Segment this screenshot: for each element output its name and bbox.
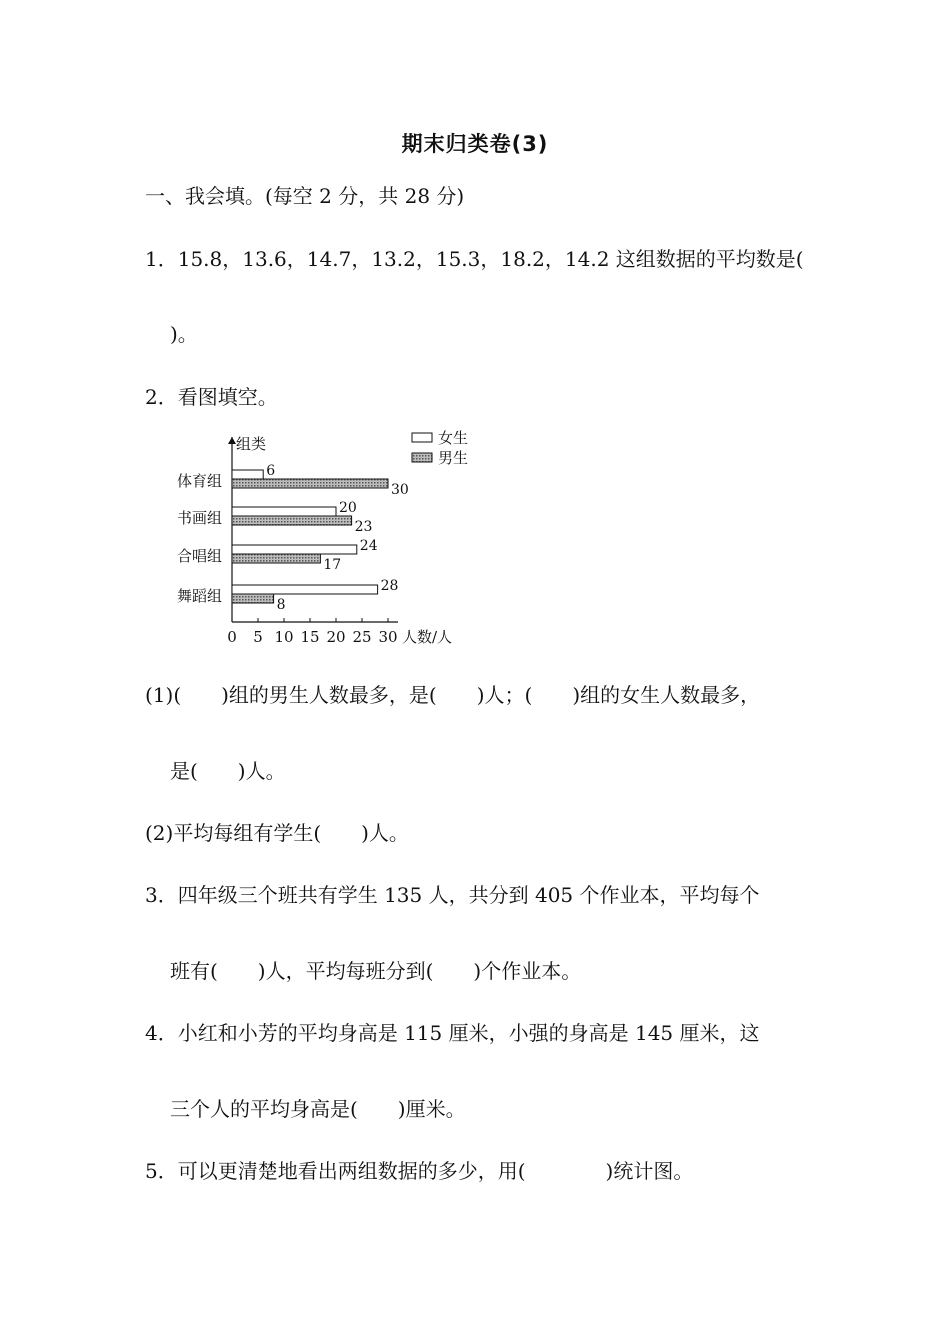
category-label: 体育组 bbox=[177, 472, 223, 490]
y-axis-arrow bbox=[228, 437, 236, 444]
section-heading: 一、我会填。(每空 2 分，共 28 分) bbox=[145, 184, 465, 208]
x-tick-label: 0 bbox=[227, 628, 237, 646]
bar-boys bbox=[232, 554, 320, 563]
question-4-line-1: 4．小红和小芳的平均身高是 115 厘米，小强的身高是 145 厘米，这 bbox=[145, 1021, 760, 1045]
bar-label-girls: 6 bbox=[266, 463, 276, 479]
bar-label-girls: 20 bbox=[339, 500, 357, 516]
question-1-line-1: 1．15.8，13.6，14.7，13.2，15.3，18.2，14.2 这组数据的平均数是( bbox=[145, 247, 804, 271]
bar-boys bbox=[232, 516, 352, 525]
bar-chart-svg bbox=[170, 425, 510, 650]
question-2-part-1-line-2: 是( )人。 bbox=[170, 759, 286, 783]
bar-label-girls: 28 bbox=[380, 578, 399, 594]
category-label: 合唱组 bbox=[177, 547, 223, 565]
bar-girls bbox=[232, 545, 357, 554]
x-tick-label: 25 bbox=[352, 628, 372, 646]
legend-swatch bbox=[412, 453, 432, 462]
x-tick-label: 5 bbox=[253, 628, 263, 646]
bar-boys bbox=[232, 594, 274, 603]
bar-girls bbox=[232, 507, 336, 516]
question-3-line-1: 3．四年级三个班共有学生 135 人，共分到 405 个作业本，平均每个 bbox=[145, 883, 760, 907]
bar-label-boys: 30 bbox=[391, 482, 409, 498]
x-tick-label: 10 bbox=[274, 628, 294, 646]
question-5-line-1: 5．可以更清楚地看出两组数据的多少，用( )统计图。 bbox=[145, 1159, 694, 1183]
question-1-line-2: )。 bbox=[170, 322, 198, 346]
bar-label-boys: 8 bbox=[276, 597, 286, 613]
category-label: 书画组 bbox=[177, 509, 223, 527]
question-2-stem: 2．看图填空。 bbox=[145, 385, 278, 409]
bar-girls bbox=[232, 585, 378, 594]
bar-girls bbox=[232, 470, 263, 479]
question-4-line-2: 三个人的平均身高是( )厘米。 bbox=[170, 1097, 466, 1121]
legend-label: 女生 bbox=[438, 429, 469, 447]
bar-label-girls: 24 bbox=[359, 538, 378, 554]
x-tick-label: 15 bbox=[300, 628, 320, 646]
legend-label: 男生 bbox=[438, 449, 469, 467]
legend-swatch bbox=[412, 433, 432, 442]
category-label: 舞蹈组 bbox=[177, 587, 223, 605]
page-title: 期末归类卷(3) bbox=[401, 132, 549, 156]
x-tick-label: 20 bbox=[326, 628, 346, 646]
bar-boys bbox=[232, 479, 388, 488]
x-axis-label: 人数/人 bbox=[402, 628, 453, 646]
question-2-part-2: (2)平均每组有学生( )人。 bbox=[145, 821, 409, 845]
question-3-line-2: 班有( )人，平均每班分到( )个作业本。 bbox=[170, 959, 582, 983]
bar-chart bbox=[170, 425, 510, 654]
x-tick-label: 30 bbox=[378, 628, 398, 646]
question-2-part-1-line-1: (1)( )组的男生人数最多，是( )人；( )组的女生人数最多， bbox=[145, 683, 761, 707]
bar-label-boys: 23 bbox=[354, 519, 373, 535]
y-axis-label: 组类 bbox=[236, 435, 267, 453]
bar-label-boys: 17 bbox=[323, 557, 342, 573]
